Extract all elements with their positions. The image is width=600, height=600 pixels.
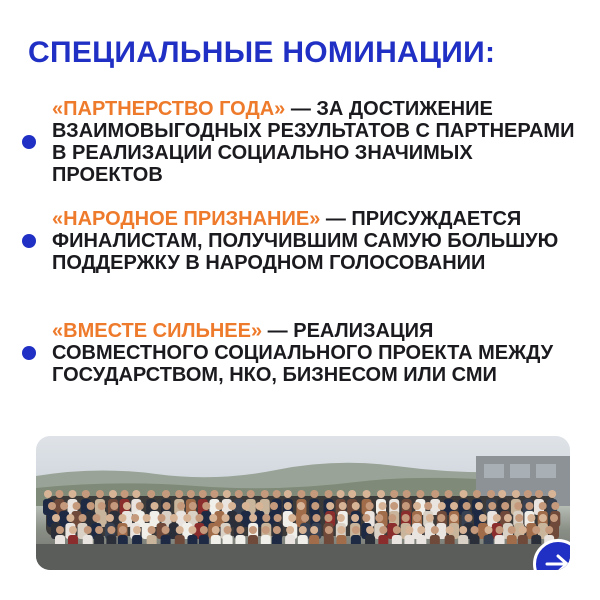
nomination-name: «ПАРТНЕРСТВО ГОДА» — [52, 98, 286, 120]
arrow-right-icon — [545, 553, 570, 570]
nomination-text — [52, 208, 582, 274]
nomination-name: «НАРОДНОЕ ПРИЗНАНИЕ» — [52, 208, 321, 230]
nomination-text — [52, 98, 582, 186]
nomination-item-stronger-together — [22, 320, 582, 386]
page-title: СПЕЦИАЛЬНЫЕ НОМИНАЦИИ: — [28, 36, 496, 69]
bullet-dot-icon — [22, 135, 36, 149]
nomination-item-partnership — [22, 98, 582, 186]
nomination-description: — РЕАЛИЗАЦИЯ СОВМЕСТНОГО СОЦИАЛЬНОГО ПРОЕКТА МЕЖДУ ГОСУДАРСТВОМ, НКО, БИЗНЕСОМ ИЛИ СМИ — [52, 320, 554, 386]
group-photo-illustration — [36, 436, 570, 570]
bullet-dot-icon — [22, 346, 36, 360]
nomination-name: «ВМЕСТЕ СИЛЬНЕЕ» — [52, 320, 263, 342]
nomination-item-peoples-choice — [22, 208, 582, 274]
nomination-description: — ПРИСУЖДАЕТСЯ ФИНАЛИСТАМ, ПОЛУЧИВШИМ САМУЮ БОЛЬШУЮ ПОДДЕРЖКУ В НАРОДНОМ ГОЛОСОВАНИИ — [52, 208, 559, 274]
nomination-description: — ЗА ДОСТИЖЕНИЕ ВЗАИМОВЫГОДНЫХ РЕЗУЛЬТАТОВ С ПАРТНЕРАМИ В РЕАЛИЗАЦИИ СОЦИАЛЬНО ЗНАЧИМЫХ ПРОЕКТОВ — [52, 98, 575, 186]
group-photo — [36, 436, 570, 570]
nomination-text — [52, 320, 582, 386]
bullet-dot-icon — [22, 234, 36, 248]
